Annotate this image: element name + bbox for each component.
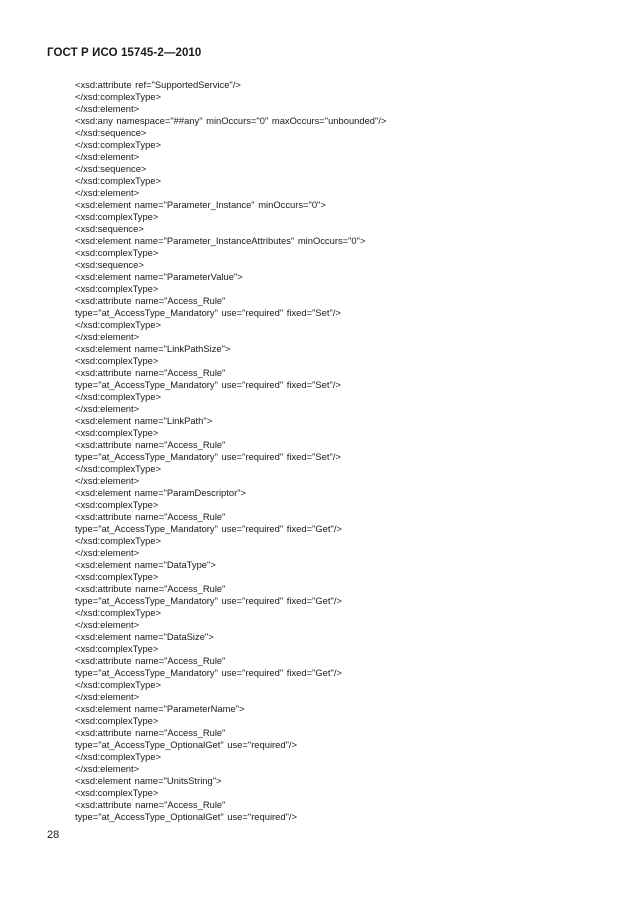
code-line: <xsd:attribute name="Access_Rule"	[75, 655, 226, 666]
code-line: <xsd:complexType>	[75, 787, 159, 798]
code-line: <xsd:element name="LinkPathSize">	[75, 343, 231, 354]
code-line: <xsd:element name="ParameterValue">	[75, 271, 243, 282]
code-line: </xsd:element>	[75, 103, 140, 114]
code-line: <xsd:attribute name="Access_Rule"	[75, 295, 226, 306]
code-line: <xsd:attribute name="Access_Rule"	[75, 727, 226, 738]
code-line: <xsd:attribute name="Access_Rule"	[75, 367, 226, 378]
code-line: </xsd:complexType>	[75, 607, 161, 618]
code-line: <xsd:element name="Parameter_InstanceAttributes" minOccurs="0">	[75, 235, 366, 246]
code-line: <xsd:complexType>	[75, 211, 159, 222]
code-line: </xsd:element>	[75, 691, 140, 702]
code-line: <xsd:element name="LinkPath">	[75, 415, 213, 426]
code-line: <xsd:complexType>	[75, 499, 159, 510]
code-line: </xsd:element>	[75, 331, 140, 342]
code-line: </xsd:complexType>	[75, 91, 161, 102]
code-line: <xsd:element name="ParameterName">	[75, 703, 245, 714]
code-line: </xsd:element>	[75, 187, 140, 198]
code-line: type="at_AccessType_Mandatory" use="required" fixed="Get"/>	[75, 595, 342, 606]
code-line: </xsd:complexType>	[75, 535, 161, 546]
code-line: <xsd:complexType>	[75, 355, 159, 366]
code-line: </xsd:complexType>	[75, 175, 161, 186]
code-line: <xsd:element name="Parameter_Instance" minOccurs="0">	[75, 199, 326, 210]
code-line: </xsd:complexType>	[75, 319, 161, 330]
code-line: <xsd:attribute name="Access_Rule"	[75, 799, 226, 810]
code-line: <xsd:element name="DataType">	[75, 559, 216, 570]
code-line: <xsd:sequence>	[75, 223, 144, 234]
code-line: </xsd:sequence>	[75, 127, 147, 138]
code-line: type="at_AccessType_Mandatory" use="required" fixed="Set"/>	[75, 451, 341, 462]
code-line: <xsd:complexType>	[75, 643, 159, 654]
code-line: </xsd:element>	[75, 547, 140, 558]
code-line: type="at_AccessType_Mandatory" use="required" fixed="Set"/>	[75, 379, 341, 390]
code-line: </xsd:element>	[75, 475, 140, 486]
xsd-code-listing	[75, 79, 386, 823]
code-line: <xsd:attribute name="Access_Rule"	[75, 439, 226, 450]
code-line: <xsd:complexType>	[75, 427, 159, 438]
code-line: </xsd:complexType>	[75, 391, 161, 402]
code-line: <xsd:sequence>	[75, 259, 144, 270]
code-line: type="at_AccessType_OptionalGet" use="required"/>	[75, 811, 297, 822]
code-line: <xsd:complexType>	[75, 247, 159, 258]
code-line: <xsd:attribute ref="SupportedService"/>	[75, 79, 241, 90]
code-line: <xsd:attribute name="Access_Rule"	[75, 511, 226, 522]
code-line: </xsd:complexType>	[75, 751, 161, 762]
document-header: ГОСТ Р ИСО 15745-2—2010	[47, 47, 202, 59]
code-line: </xsd:element>	[75, 763, 140, 774]
code-line: <xsd:complexType>	[75, 715, 159, 726]
code-line: type="at_AccessType_OptionalGet" use="required"/>	[75, 739, 297, 750]
code-line: </xsd:sequence>	[75, 163, 147, 174]
code-line: type="at_AccessType_Mandatory" use="required" fixed="Get"/>	[75, 523, 342, 534]
code-line: <xsd:element name="UnitsString">	[75, 775, 222, 786]
code-line: </xsd:complexType>	[75, 139, 161, 150]
code-line: <xsd:attribute name="Access_Rule"	[75, 583, 226, 594]
code-line: </xsd:complexType>	[75, 679, 161, 690]
code-line: <xsd:element name="ParamDescriptor">	[75, 487, 247, 498]
code-line: type="at_AccessType_Mandatory" use="required" fixed="Get"/>	[75, 667, 342, 678]
code-line: </xsd:element>	[75, 403, 140, 414]
code-line: <xsd:element name="DataSize">	[75, 631, 214, 642]
code-line: </xsd:complexType>	[75, 463, 161, 474]
code-line: <xsd:complexType>	[75, 571, 159, 582]
code-line: <xsd:complexType>	[75, 283, 159, 294]
code-line: </xsd:element>	[75, 619, 140, 630]
code-line: </xsd:element>	[75, 151, 140, 162]
code-line: type="at_AccessType_Mandatory" use="required" fixed="Set"/>	[75, 307, 341, 318]
code-line: <xsd:any namespace="##any" minOccurs="0" maxOccurs="unbounded"/>	[75, 115, 387, 126]
page-number: 28	[47, 829, 60, 841]
